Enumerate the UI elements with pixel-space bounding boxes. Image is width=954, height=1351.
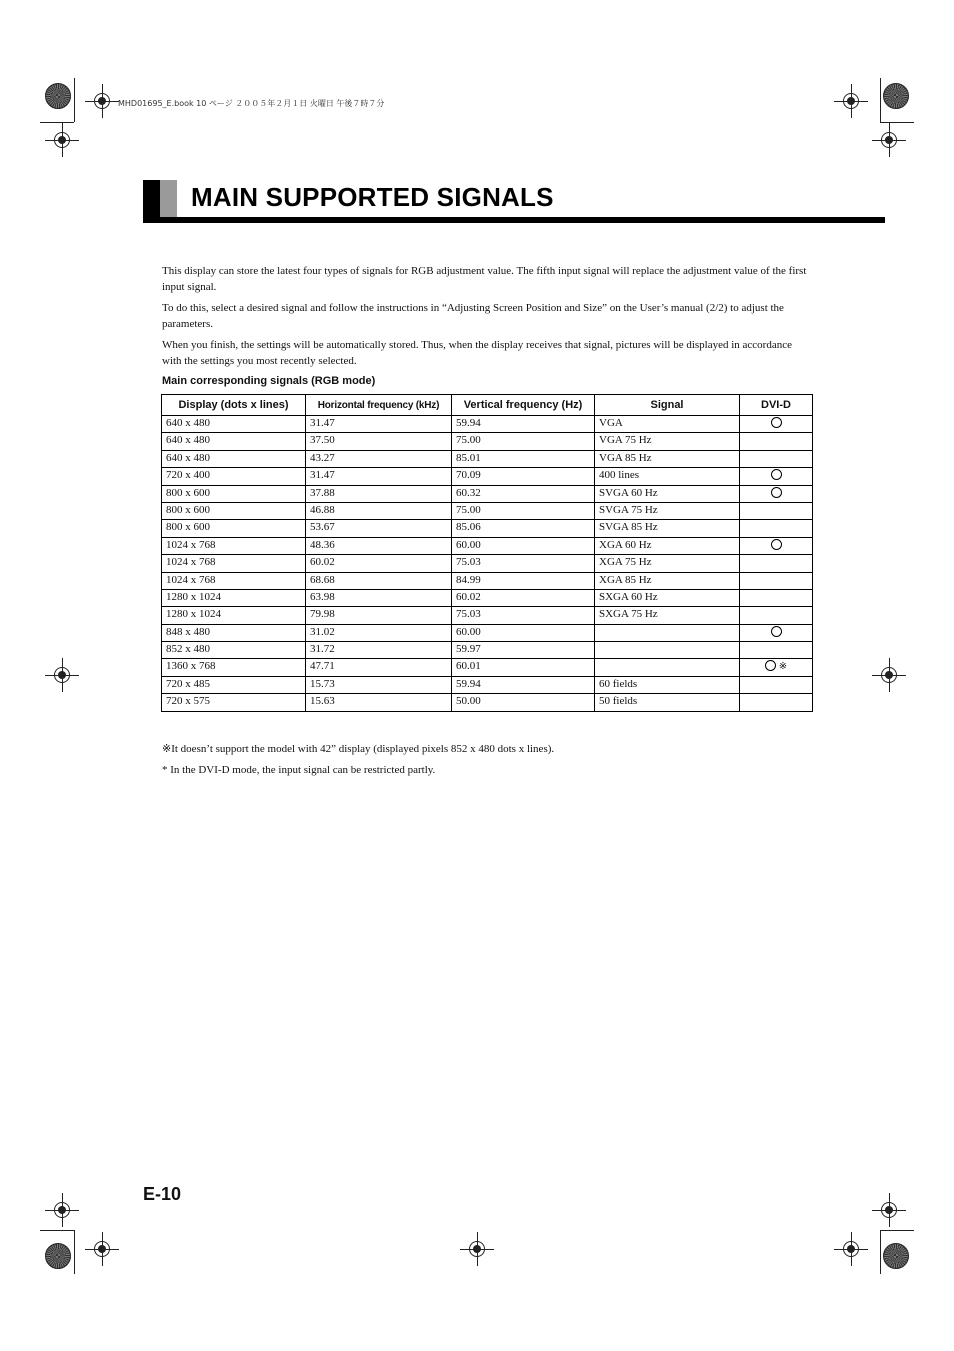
cell-signal: XGA 75 Hz (595, 555, 740, 572)
cell-display: 848 x 480 (162, 624, 306, 641)
cell-vertical-frequency: 84.99 (452, 572, 595, 589)
cell-signal: SVGA 75 Hz (595, 502, 740, 519)
cell-signal: VGA 75 Hz (595, 433, 740, 450)
footnote-42-inch: ※It doesn’t support the model with 42” display (displayed pixels 852 x 480 dots x lines). (162, 743, 555, 755)
intro-paragraph-2: To do this, select a desired signal and follow the instructions in “Adjusting Screen Position and Size” on the User’s manual (2/2) to adjust the parameters. (162, 302, 784, 330)
cell-vertical-frequency: 75.03 (452, 555, 595, 572)
cell-dvi-d (740, 642, 813, 659)
table-row (162, 624, 813, 641)
table-row (162, 433, 813, 450)
cell-dvi-d (740, 537, 813, 554)
header-vertical-frequency: Vertical frequency (Hz) (452, 395, 595, 416)
cell-signal (595, 659, 740, 676)
cell-display: 640 x 480 (162, 450, 306, 467)
cell-display: 852 x 480 (162, 642, 306, 659)
cell-vertical-frequency: 60.01 (452, 659, 595, 676)
cell-signal: 400 lines (595, 468, 740, 485)
registration-target-icon (54, 132, 70, 148)
cell-display: 1360 x 768 (162, 659, 306, 676)
cell-signal (595, 624, 740, 641)
cell-display: 800 x 600 (162, 502, 306, 519)
cell-signal: 50 fields (595, 694, 740, 711)
cell-signal: VGA 85 Hz (595, 450, 740, 467)
cell-dvi-d (740, 468, 813, 485)
table-row (162, 607, 813, 624)
cell-vertical-frequency: 75.00 (452, 433, 595, 450)
cell-horizontal-frequency: 31.02 (306, 624, 452, 641)
header-display: Display (dots x lines) (162, 395, 306, 416)
supported-circle-icon (765, 660, 776, 671)
cell-horizontal-frequency: 60.02 (306, 555, 452, 572)
registration-target-icon (94, 93, 110, 109)
cell-signal: SVGA 85 Hz (595, 520, 740, 537)
registration-target-icon (881, 132, 897, 148)
supported-circle-icon (771, 539, 782, 550)
cell-vertical-frequency: 60.02 (452, 589, 595, 606)
registration-target-icon (843, 1241, 859, 1257)
registration-target-icon (881, 667, 897, 683)
table-row (162, 502, 813, 519)
table-row (162, 520, 813, 537)
cell-dvi-d (740, 572, 813, 589)
cell-vertical-frequency: 50.00 (452, 694, 595, 711)
registration-target-icon (54, 1202, 70, 1218)
cell-dvi-d (740, 607, 813, 624)
cell-vertical-frequency: 60.00 (452, 537, 595, 554)
cell-horizontal-frequency: 68.68 (306, 572, 452, 589)
table-row (162, 659, 813, 676)
section-title-block (143, 180, 885, 222)
cell-horizontal-frequency: 37.88 (306, 485, 452, 502)
cell-horizontal-frequency: 31.47 (306, 468, 452, 485)
cell-display: 640 x 480 (162, 416, 306, 433)
cell-signal: XGA 60 Hz (595, 537, 740, 554)
cell-signal: SXGA 60 Hz (595, 589, 740, 606)
cell-horizontal-frequency: 43.27 (306, 450, 452, 467)
cell-display: 1024 x 768 (162, 537, 306, 554)
table-row (162, 694, 813, 711)
page-title: MAIN SUPPORTED SIGNALS (191, 182, 554, 212)
cell-horizontal-frequency: 31.72 (306, 642, 452, 659)
table-row (162, 485, 813, 502)
cell-vertical-frequency: 60.32 (452, 485, 595, 502)
cell-horizontal-frequency: 37.50 (306, 433, 452, 450)
cell-dvi-d (740, 589, 813, 606)
cell-dvi-d (740, 433, 813, 450)
cell-display: 720 x 485 (162, 676, 306, 693)
cell-dvi-d (740, 676, 813, 693)
cell-display: 1280 x 1024 (162, 607, 306, 624)
cell-dvi-d (740, 659, 813, 676)
cell-dvi-d (740, 624, 813, 641)
cell-signal: 60 fields (595, 676, 740, 693)
cell-vertical-frequency: 59.97 (452, 642, 595, 659)
registration-disc-icon (45, 83, 71, 109)
table-row (162, 589, 813, 606)
book-header-note: MHD01695_E.book 10 ページ ２００５年２月１日 火曜日 午後７時７分 (118, 99, 385, 108)
page-number: E-10 (143, 1184, 182, 1204)
header-horizontal-frequency: Horizontal frequency (kHz) (306, 395, 452, 416)
cell-dvi-d (740, 416, 813, 433)
cell-display: 1024 x 768 (162, 572, 306, 589)
footnote-dvi-d: * In the DVI-D mode, the input signal can be restricted partly. (162, 764, 436, 776)
registration-disc-icon (883, 1243, 909, 1269)
cell-horizontal-frequency: 63.98 (306, 589, 452, 606)
cell-vertical-frequency: 85.06 (452, 520, 595, 537)
cell-dvi-d (740, 520, 813, 537)
registration-target-icon (54, 667, 70, 683)
table-header-row (162, 395, 813, 416)
cell-display: 640 x 480 (162, 433, 306, 450)
cell-dvi-d (740, 694, 813, 711)
cell-signal: SVGA 60 Hz (595, 485, 740, 502)
header-signal: Signal (595, 395, 740, 416)
intro-paragraph-3: When you finish, the settings will be automatically stored. Thus, when the display receives that signal, pictures will be displayed in accordance with the settings you most recently selected. (162, 339, 792, 367)
cell-vertical-frequency: 75.03 (452, 607, 595, 624)
table-row (162, 676, 813, 693)
cell-horizontal-frequency: 53.67 (306, 520, 452, 537)
supported-circle-icon (771, 487, 782, 498)
cell-horizontal-frequency: 46.88 (306, 502, 452, 519)
note-mark: ※ (778, 661, 788, 673)
registration-target-icon (469, 1241, 485, 1257)
supported-circle-icon (771, 626, 782, 637)
cell-vertical-frequency: 59.94 (452, 676, 595, 693)
cell-vertical-frequency: 75.00 (452, 502, 595, 519)
intro-paragraph-1: This display can store the latest four types of signals for RGB adjustment value. The fifth input signal will replace the adjustment value of the first input signal. (162, 265, 807, 293)
cell-horizontal-frequency: 15.73 (306, 676, 452, 693)
table-row (162, 537, 813, 554)
cell-display: 720 x 400 (162, 468, 306, 485)
registration-target-icon (843, 93, 859, 109)
cell-signal: VGA (595, 416, 740, 433)
registration-disc-icon (45, 1243, 71, 1269)
registration-target-icon (881, 1202, 897, 1218)
cell-dvi-d (740, 555, 813, 572)
cell-vertical-frequency: 70.09 (452, 468, 595, 485)
cell-dvi-d (740, 485, 813, 502)
cell-horizontal-frequency: 31.47 (306, 416, 452, 433)
cell-display: 800 x 600 (162, 520, 306, 537)
cell-signal: SXGA 75 Hz (595, 607, 740, 624)
supported-circle-icon (771, 469, 782, 480)
table-row (162, 642, 813, 659)
table-row (162, 416, 813, 433)
table-row (162, 468, 813, 485)
supported-circle-icon (771, 417, 782, 428)
cell-horizontal-frequency: 15.63 (306, 694, 452, 711)
cell-dvi-d (740, 450, 813, 467)
registration-target-icon (94, 1241, 110, 1257)
table-row (162, 555, 813, 572)
table-caption: Main corresponding signals (RGB mode) (162, 375, 376, 387)
cell-horizontal-frequency: 79.98 (306, 607, 452, 624)
cell-horizontal-frequency: 47.71 (306, 659, 452, 676)
signals-table (161, 394, 813, 712)
cell-display: 800 x 600 (162, 485, 306, 502)
cell-display: 720 x 575 (162, 694, 306, 711)
cell-display: 1024 x 768 (162, 555, 306, 572)
registration-disc-icon (883, 83, 909, 109)
cell-vertical-frequency: 85.01 (452, 450, 595, 467)
header-dvi-d: DVI-D (740, 395, 813, 416)
table-row (162, 572, 813, 589)
cell-horizontal-frequency: 48.36 (306, 537, 452, 554)
cell-vertical-frequency: 59.94 (452, 416, 595, 433)
table-row (162, 450, 813, 467)
cell-vertical-frequency: 60.00 (452, 624, 595, 641)
cell-signal: XGA 85 Hz (595, 572, 740, 589)
cell-display: 1280 x 1024 (162, 589, 306, 606)
cell-signal (595, 642, 740, 659)
cell-dvi-d (740, 502, 813, 519)
